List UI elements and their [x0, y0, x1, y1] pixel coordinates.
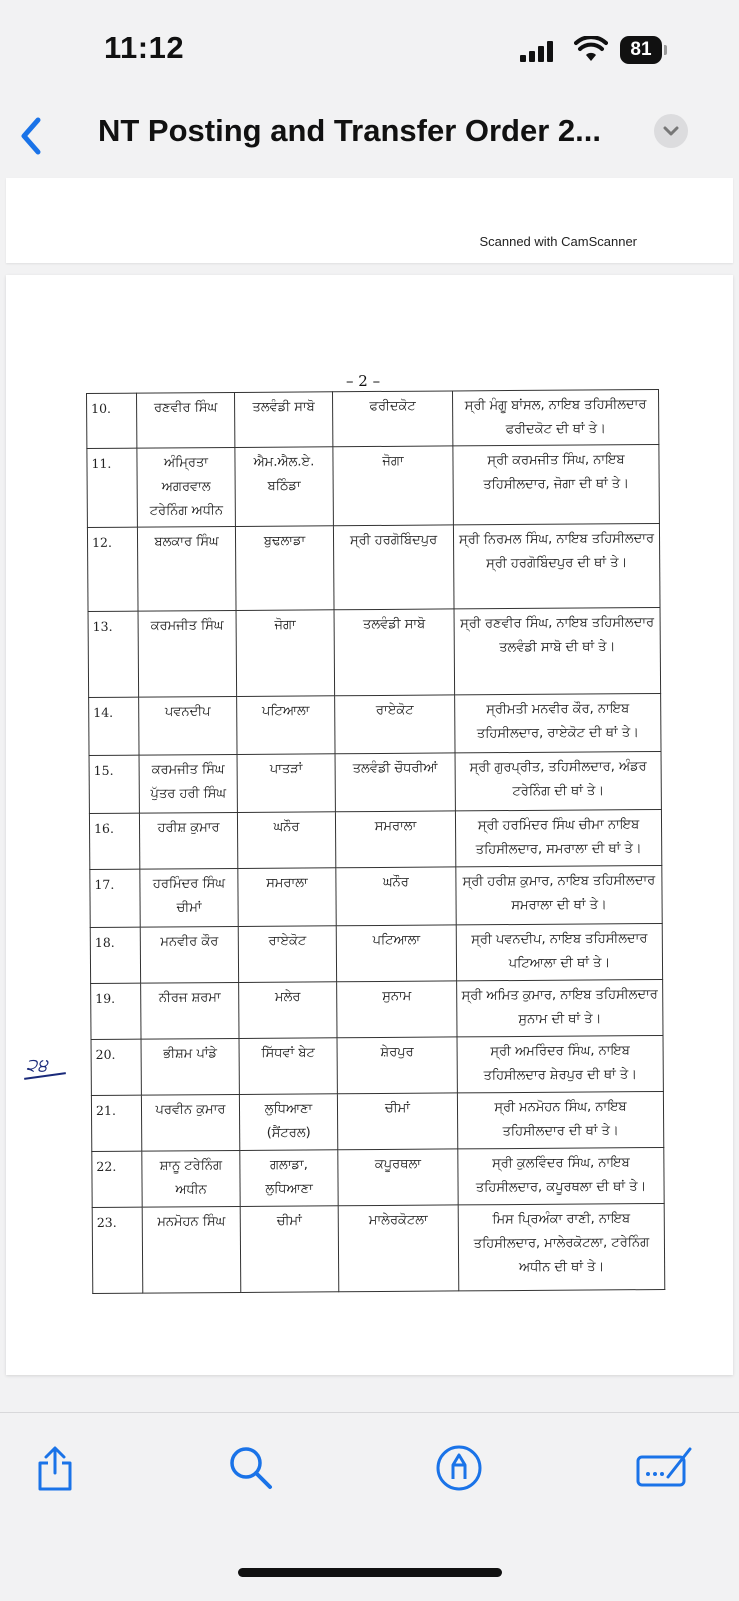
officer-name: ਸ਼ਾਨੂ ਟਰੇਨਿੰਗ ਅਧੀਨ: [142, 1150, 240, 1207]
serial-number: 18.: [90, 927, 140, 983]
serial-number: 22.: [92, 1151, 142, 1207]
from-station: ਸਮਰਾਲਾ: [238, 868, 336, 927]
from-station: ਤਲਵੰਡੀ ਸਾਬੋ: [234, 392, 332, 448]
from-station: ਜੋਗਾ: [236, 610, 335, 697]
back-chevron-icon[interactable]: [14, 112, 50, 160]
table-row: [89, 751, 661, 813]
search-icon[interactable]: [226, 1443, 276, 1493]
serial-number: 11.: [87, 448, 138, 527]
remarks: ਸ੍ਰੀ ਗੁਰਪ੍ਰੀਤ, ਤਹਿਸੀਲਦਾਰ, ਅੰਡਰ ਟਰੇਨਿੰਗ ਦੀ ਥਾਂ ਤੇ।: [455, 751, 661, 810]
from-station: ਰਾਏਕੋਟ: [238, 926, 336, 983]
serial-number: 21.: [91, 1095, 141, 1151]
status-time: 11:12: [104, 30, 185, 65]
remarks: ਸ੍ਰੀ ਹਰਮਿੰਦਰ ਸਿੰਘ ਚੀਮਾ ਨਾਇਬ ਤਹਿਸੀਲਦਾਰ, ਸਮਰਾਲਾ ਦੀ ਥਾਂ ਤੇ।: [455, 809, 661, 866]
remarks: ਸ੍ਰੀ ਰਣਵੀਰ ਸਿੰਘ, ਨਾਇਬ ਤਹਿਸੀਲਦਾਰ ਤਲਵੰਡੀ ਸਾਬੋ ਦੀ ਥਾਂ ਤੇ।: [454, 607, 661, 694]
officer-name: ਮਨਮੋਹਨ ਸਿੰਘ: [142, 1206, 241, 1293]
to-station: ਸ਼ੇਰਪੁਰ: [337, 1037, 457, 1094]
from-station: ਮਲੇਰ: [239, 982, 337, 1039]
remarks: ਸ੍ਰੀ ਕੁਲਵਿੰਦਰ ਸਿੰਘ, ਨਾਇਬ ਤਹਿਸੀਲਦਾਰ, ਕਪੂਰਥਲਾ ਦੀ ਥਾਂ ਤੇ।: [458, 1147, 664, 1204]
page-number: – 2 –: [346, 372, 381, 390]
remarks: ਸ੍ਰੀ ਅਮਿਤ ਕੁਮਾਰ, ਨਾਇਬ ਤਹਿਸੀਲਦਾਰ ਸੁਨਾਮ ਦੀ ਥਾਂ ਤੇ।: [457, 979, 663, 1036]
markup-icon[interactable]: [434, 1443, 484, 1493]
from-station: ਬੁਢਲਾਡਾ: [235, 526, 334, 611]
to-station: ਘਨੌਰ: [336, 867, 456, 926]
table-row: [90, 923, 662, 983]
home-indicator: [238, 1568, 502, 1577]
officer-name: ਪਵਨਦੀਪ: [139, 696, 237, 755]
to-station: ਮਾਲੇਰਕੋਟਲਾ: [338, 1205, 459, 1292]
margin-handwritten-note: ੨੪: [26, 1055, 48, 1076]
document-page: [6, 275, 733, 1375]
serial-number: 14.: [89, 697, 139, 755]
to-station: ਸਮਰਾਲਾ: [335, 811, 455, 868]
cellular-signal-icon: [520, 40, 556, 62]
battery-level: 81: [620, 36, 662, 64]
officer-name: ਬਲਕਾਰ ਸਿੰਘ: [137, 526, 236, 611]
previous-page: [6, 178, 733, 263]
officer-name: ਨੀਰਜ ਸ਼ਰਮਾ: [141, 982, 239, 1039]
remarks: ਸ੍ਰੀ ਪਵਨਦੀਪ, ਨਾਇਬ ਤਹਿਸੀਲਦਾਰ ਪਟਿਆਲਾ ਦੀ ਥਾਂ ਤੇ।: [456, 923, 662, 980]
officer-name: ਭੀਸ਼ਮ ਪਾਂਡੇ: [141, 1038, 239, 1095]
officer-name: ਕਰਮਜੀਤ ਸਿੰਘ: [138, 610, 237, 697]
table-row: [92, 1203, 665, 1293]
to-station: ਰਾਏਕੋਟ: [335, 695, 455, 754]
serial-number: 10.: [87, 393, 137, 448]
navigation-bar: [0, 92, 739, 178]
table-row: [87, 445, 660, 528]
from-station: ਸਿੱਧਵਾਂ ਬੇਟ: [239, 1038, 337, 1095]
battery-icon: [620, 36, 662, 64]
chevron-down-icon: [654, 114, 688, 148]
from-station: ਲੁਧਿਆਣਾ (ਸੈਂਟਰਲ): [239, 1094, 337, 1151]
document-title[interactable]: NT Posting and Transfer Order 2...: [98, 113, 601, 148]
table-row: [87, 523, 660, 611]
to-station: ਫਰੀਦਕੋਟ: [332, 391, 452, 447]
wifi-icon: [574, 36, 608, 62]
from-station: ਐਮ.ਐਲ.ਏ. ਬਠਿੰਡਾ: [235, 447, 334, 527]
remarks: ਸ੍ਰੀ ਨਿਰਮਲ ਸਿੰਘ, ਨਾਇਬ ਤਹਿਸੀਲਦਾਰ ਸ੍ਰੀ ਹਰਗੋਬਿੰਦਪੁਰ ਦੀ ਥਾਂ ਤੇ।: [453, 523, 660, 608]
remarks: ਸ੍ਰੀ ਅਮਰਿੰਦਰ ਸਿੰਘ, ਨਾਇਬ ਤਹਿਸੀਲਦਾਰ ਸ਼ੇਰਪੁਰ ਦੀ ਥਾਂ ਤੇ।: [457, 1035, 663, 1092]
serial-number: 12.: [87, 527, 138, 611]
remarks: ਸ੍ਰੀ ਮਨਮੋਹਨ ਸਿੰਘ, ਨਾਇਬ ਤਹਿਸੀਲਦਾਰ ਦੀ ਥਾਂ ਤੇ।: [457, 1091, 663, 1148]
to-station: ਤਲਵੰਡੀ ਚੌਧਰੀਆਂ: [335, 753, 455, 812]
officer-name: ਕਰਮਜੀਤ ਸਿੰਘ ਪੁੱਤਰ ਹਰੀ ਸਿੰਘ: [139, 754, 237, 813]
from-station: ਪਾਤੜਾਂ: [237, 754, 335, 813]
to-station: ਤਲਵੰਡੀ ਸਾਬੋ: [334, 609, 455, 696]
remarks: ਸ੍ਰੀਮਤੀ ਮਨਵੀਰ ਕੌਰ, ਨਾਇਬ ਤਹਿਸੀਲਦਾਰ, ਰਾਏਕੋਟ ਦੀ ਥਾਂ ਤੇ।: [455, 693, 661, 752]
table-row: [91, 979, 663, 1039]
remarks: ਸ੍ਰੀ ਕਰਮਜੀਤ ਸਿੰਘ, ਨਾਇਬ ਤਹਿਸੀਲਦਾਰ, ਜੋਗਾ ਦੀ ਥਾਂ ਤੇ।: [453, 445, 660, 525]
officer-name: ਹਰਮਿੰਦਰ ਸਿੰਘ ਚੀਮਾਂ: [140, 868, 238, 927]
transfer-table: [86, 389, 665, 1294]
serial-number: 23.: [92, 1207, 143, 1293]
serial-number: 19.: [91, 983, 141, 1039]
table-row: [89, 693, 661, 755]
serial-number: 13.: [88, 611, 139, 697]
table-row: [92, 1147, 664, 1207]
from-station: ਚੀਮਾਂ: [240, 1206, 339, 1293]
to-station: ਕਪੂਰਥਲਾ: [338, 1149, 458, 1206]
serial-number: 17.: [90, 869, 140, 927]
share-icon[interactable]: [30, 1443, 80, 1493]
to-station: ਸ੍ਰੀ ਹਰਗੋਬਿੰਦਪੁਰ: [333, 525, 454, 610]
serial-number: 16.: [89, 813, 139, 869]
officer-name: ਰਣਵੀਰ ਸਿੰਘ: [137, 392, 235, 448]
officer-name: ਅੰਮ੍ਰਿਤਾ ਅਗਰਵਾਲ ਟਰੇਨਿੰਗ ਅਧੀਨ: [137, 447, 236, 527]
table-row: [87, 390, 659, 449]
remarks: ਸ੍ਰੀ ਮੰਗੂ ਬਾਂਸਲ, ਨਾਇਬ ਤਹਿਸੀਲਦਾਰ ਫਰੀਦਕੋਟ ਦੀ ਥਾਂ ਤੇ।: [452, 390, 658, 446]
remarks: ਸ੍ਰੀ ਹਰੀਸ਼ ਕੁਮਾਰ, ਨਾਇਬ ਤਹਿਸੀਲਦਾਰ ਸਮਰਾਲਾ ਦੀ ਥਾਂ ਤੇ।: [456, 865, 662, 924]
officer-name: ਹਰੀਸ਼ ਕੁਮਾਰ: [139, 812, 237, 869]
serial-number: 15.: [89, 755, 139, 813]
title-menu-button[interactable]: [654, 114, 688, 148]
table-row: [91, 1091, 663, 1151]
signature-icon[interactable]: [634, 1443, 694, 1493]
officer-name: ਮਨਵੀਰ ਕੌਰ: [140, 926, 238, 983]
to-station: ਪਟਿਆਲਾ: [336, 925, 456, 982]
table-row: [88, 607, 661, 697]
to-station: ਚੀਮਾਂ: [337, 1093, 457, 1150]
to-station: ਜੋਗਾ: [333, 446, 454, 526]
scanned-with-footer: Scanned with CamScanner: [479, 234, 637, 249]
from-station: ਘਨੌਰ: [237, 812, 335, 869]
to-station: ਸੁਨਾਮ: [337, 981, 457, 1038]
table-row: [91, 1035, 663, 1095]
from-station: ਗਲਾਡਾ, ਲੁਧਿਆਣਾ: [240, 1150, 338, 1207]
status-bar: [0, 0, 739, 92]
table-row: [89, 809, 661, 869]
from-station: ਪਟਿਆਲਾ: [237, 696, 335, 755]
table-row: [90, 865, 662, 927]
officer-name: ਪਰਵੀਨ ਕੁਮਾਰ: [141, 1094, 239, 1151]
serial-number: 20.: [91, 1039, 141, 1095]
remarks: ਮਿਸ ਪ੍ਰਿਅੰਕਾ ਰਾਣੀ, ਨਾਇਬ ਤਹਿਸੀਲਦਾਰ, ਮਾਲੇਰਕੋਟਲਾ, ਟਰੇਨਿੰਗ ਅਧੀਨ ਦੀ ਥਾਂ ਤੇ।: [458, 1203, 665, 1290]
